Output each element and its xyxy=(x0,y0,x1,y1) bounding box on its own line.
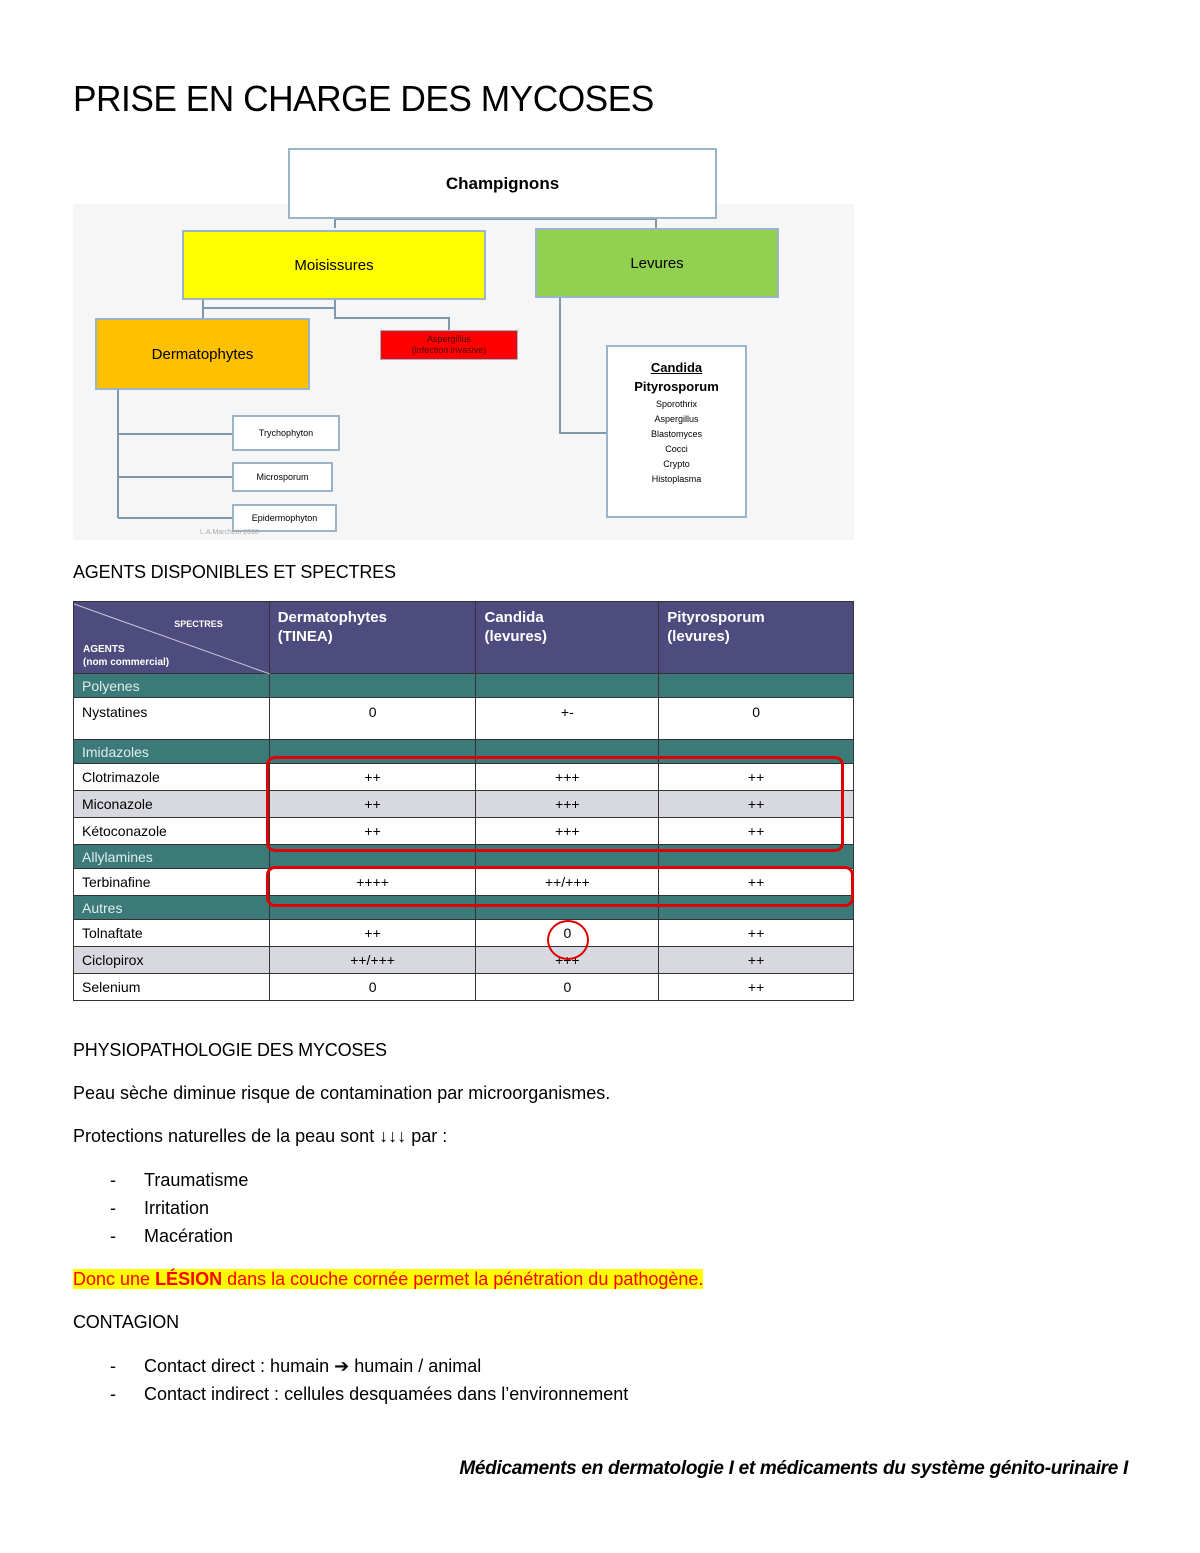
list-item xyxy=(110,1198,209,1219)
table-group-row xyxy=(74,674,854,698)
list-item xyxy=(110,1384,628,1405)
spectrum-cell: 0 xyxy=(269,698,476,740)
yeast-other: Cocci xyxy=(665,444,688,454)
agent-name: Tolnaftate xyxy=(74,920,270,947)
section-heading-physio: PHYSIOPATHOLOGIE DES MYCOSES xyxy=(73,1040,387,1060)
list-item xyxy=(110,1356,481,1377)
corner-spectres-label: SPECTRES xyxy=(174,619,223,629)
group-label: Allylamines xyxy=(74,845,270,869)
bullet-dash: - xyxy=(110,1384,116,1404)
list-item-text: Contact indirect : cellules desquamées dans l’environnement xyxy=(144,1384,629,1404)
spectrum-cell: 0 xyxy=(476,920,659,947)
list-item xyxy=(110,1170,248,1191)
corner-agents-sub: (nom commercial) xyxy=(83,657,170,668)
spectrum-cell: ++ xyxy=(659,869,854,896)
agent-name: Nystatines xyxy=(74,698,270,740)
spectrum-cell: ++ xyxy=(659,920,854,947)
table-row xyxy=(74,947,854,974)
aspergillus-label: Aspergillus xyxy=(426,334,472,344)
list-item-text: Contact direct : humain xyxy=(144,1356,335,1376)
diagram-watermark: L.A.Marchetti 2018 xyxy=(200,529,259,536)
spectrum-cell: +++ xyxy=(476,791,659,818)
pityrosporum-label: Pityrosporum xyxy=(634,379,719,394)
table-group-row xyxy=(74,740,854,764)
agent-name: Miconazole xyxy=(74,791,270,818)
table-group-row xyxy=(74,896,854,920)
bullet-dash: - xyxy=(110,1356,116,1376)
spectrum-cell: ++ xyxy=(659,791,854,818)
agent-name: Ciclopirox xyxy=(74,947,270,974)
spectrum-cell: ++/+++ xyxy=(269,947,476,974)
spectrum-cell: ++ xyxy=(269,791,476,818)
spectrum-cell: ++/+++ xyxy=(476,869,659,896)
spectrum-cell: ++ xyxy=(269,764,476,791)
group-cell xyxy=(269,674,476,698)
group-label: Autres xyxy=(74,896,270,920)
page-title: PRISE EN CHARGE DES MYCOSES xyxy=(73,78,654,119)
aspergillus-box xyxy=(380,330,518,360)
spectrum-cell: ++ xyxy=(659,818,854,845)
group-cell xyxy=(269,740,476,764)
spectrum-cell: ++ xyxy=(269,818,476,845)
page-footer: Médicaments en dermatologie I et médicaments du système génito-urinaire I xyxy=(459,1458,1128,1479)
yeast-other: Sporothrix xyxy=(655,399,698,409)
spectrum-cell: +++ xyxy=(476,947,659,974)
table-header-row xyxy=(74,602,854,674)
table-row xyxy=(74,974,854,1001)
physio-paragraph-1: Peau sèche diminue risque de contamination par microorganismes. xyxy=(73,1083,611,1103)
list-item-text: Irritation xyxy=(144,1198,210,1218)
yeast-other: Histoplasma xyxy=(651,474,702,484)
column-header-sub: (TINEA) xyxy=(277,628,333,645)
spectrum-cell: ++ xyxy=(269,920,476,947)
group-cell xyxy=(659,740,854,764)
moisissures-box: Moisissures xyxy=(182,230,486,300)
table-row xyxy=(74,791,854,818)
arrow-right-icon: ➔ xyxy=(334,1356,350,1376)
agent-name: Clotrimazole xyxy=(74,764,270,791)
section-heading-contagion: CONTAGION xyxy=(73,1312,179,1332)
agent-name: Terbinafine xyxy=(74,869,270,896)
highlight-post: dans la couche cornée permet la pénétration du pathogène. xyxy=(222,1269,704,1289)
spectrum-cell: +- xyxy=(476,698,659,740)
table-row xyxy=(74,698,854,740)
dermatophytes-box: Dermatophytes xyxy=(95,318,310,390)
spectrum-cell: 0 xyxy=(269,974,476,1001)
group-cell xyxy=(476,896,659,920)
table-group-row xyxy=(74,845,854,869)
table-row xyxy=(74,764,854,791)
table-row xyxy=(74,869,854,896)
column-header-sub: (levures) xyxy=(667,628,730,645)
spectrum-cell: 0 xyxy=(476,974,659,1001)
corner-agents-label xyxy=(83,643,169,669)
column-header xyxy=(269,602,476,674)
epidermophyton-box: Epidermophyton xyxy=(232,504,337,532)
group-cell xyxy=(269,845,476,869)
column-header-sub: (levures) xyxy=(484,628,548,645)
table-row xyxy=(74,920,854,947)
yeast-other: Aspergillus xyxy=(654,414,699,424)
highlight-pre: Donc une xyxy=(73,1269,156,1289)
list-item-text: Traumatisme xyxy=(144,1170,249,1190)
champignons-box: Champignons xyxy=(288,148,717,219)
group-cell xyxy=(476,845,659,869)
trichophyton-box: Trychophyton xyxy=(232,415,340,451)
bullet-dash: - xyxy=(110,1226,116,1246)
microsporum-box: Microsporum xyxy=(232,462,333,492)
group-cell xyxy=(659,674,854,698)
group-cell xyxy=(659,896,854,920)
fungi-classification-diagram xyxy=(73,148,854,540)
spectrum-cell: 0 xyxy=(659,698,854,740)
antifungal-spectrum-table xyxy=(73,601,854,1001)
bullet-dash: - xyxy=(110,1170,116,1190)
physio-paragraph-2: Protections naturelles de la peau sont ↓↓↓ par : xyxy=(73,1126,448,1146)
group-label: Imidazoles xyxy=(74,740,270,764)
list-item-text: humain / animal xyxy=(349,1356,482,1376)
levures-box: Levures xyxy=(535,228,779,298)
group-label: Polyenes xyxy=(74,674,270,698)
group-cell xyxy=(476,740,659,764)
candida-label: Candida xyxy=(650,360,703,375)
table-row xyxy=(74,818,854,845)
highlight-bold: LÉSION xyxy=(155,1269,223,1289)
column-header xyxy=(659,602,854,674)
yeasts-list-box xyxy=(606,345,747,518)
section-heading-agents: AGENTS DISPONIBLES ET SPECTRES xyxy=(73,562,396,582)
spectrum-cell: +++ xyxy=(476,818,659,845)
group-cell xyxy=(659,845,854,869)
bullet-dash: - xyxy=(110,1198,116,1218)
group-cell xyxy=(269,896,476,920)
list-item-text: Macération xyxy=(144,1226,234,1246)
spectrum-cell: ++ xyxy=(659,764,854,791)
group-cell xyxy=(476,674,659,698)
corner-agents-text: AGENTS xyxy=(83,644,125,655)
aspergillus-note: (infection invasive) xyxy=(411,345,487,355)
spectrum-cell: ++ xyxy=(659,947,854,974)
column-header-title: Pityrosporum xyxy=(667,609,765,626)
yeast-other: Crypto xyxy=(663,459,690,469)
spectrum-cell: ++ xyxy=(659,974,854,1001)
agent-name: Selenium xyxy=(74,974,270,1001)
agent-name: Kétoconazole xyxy=(74,818,270,845)
spectrum-cell: +++ xyxy=(476,764,659,791)
physio-highlight-sentence xyxy=(73,1269,703,1290)
column-header-title: Candida xyxy=(484,609,544,626)
table-corner-cell xyxy=(74,602,270,674)
spectrum-cell: ++++ xyxy=(269,869,476,896)
column-header xyxy=(476,602,659,674)
yeast-other: Blastomyces xyxy=(650,429,703,439)
list-item xyxy=(110,1226,233,1247)
column-header-title: Dermatophytes xyxy=(277,609,387,626)
